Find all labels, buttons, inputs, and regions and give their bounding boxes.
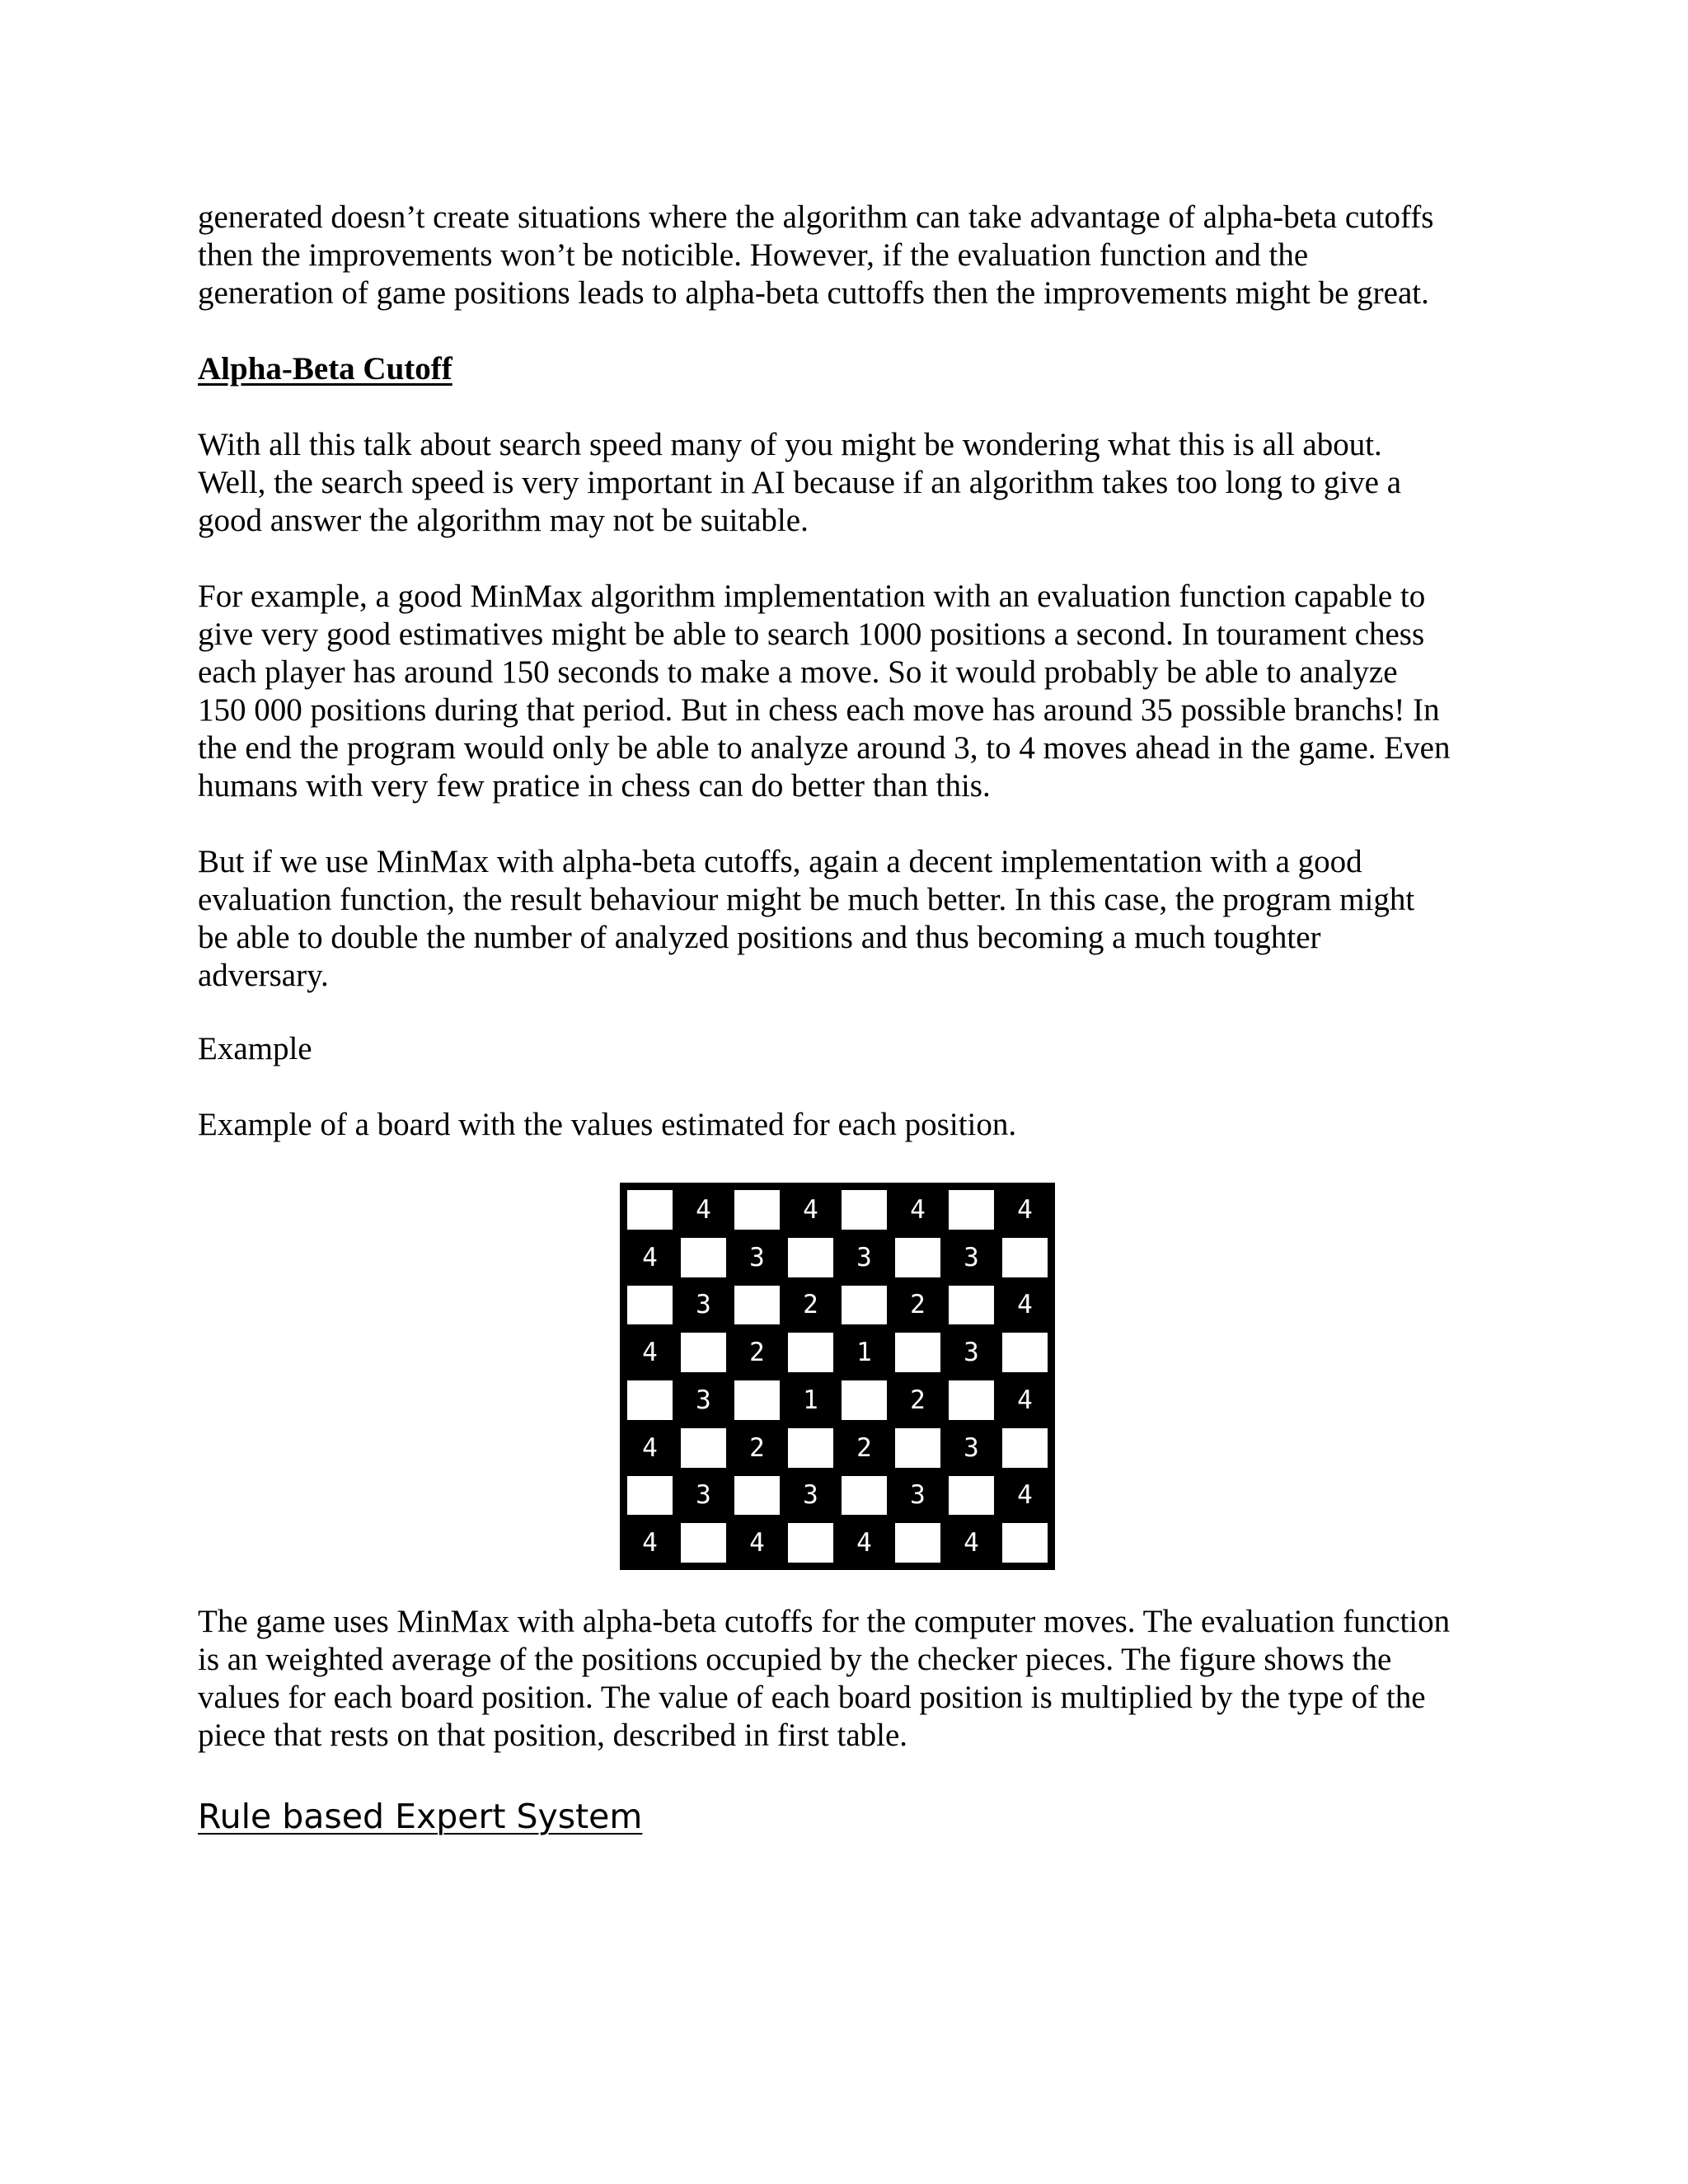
alpha-beta-text: But if we use MinMax with alpha-beta cutoffs, again a decent implementation with a good evaluation function, the result behaviour might be much better. In this case, the program might be able to double the number of analyzed positions and thus becoming a much toughter adversary. (198, 844, 1415, 993)
board-square-light (788, 1428, 833, 1468)
board-square-light (1002, 1523, 1048, 1563)
board-square-light (627, 1286, 673, 1325)
board-square-light (788, 1333, 833, 1372)
board-square-value: 4 (998, 1186, 1052, 1234)
board-square-value: 3 (945, 1424, 998, 1472)
board-square-value: 4 (891, 1186, 945, 1234)
board-square-value: 4 (998, 1472, 1052, 1520)
board-square-value: 4 (784, 1186, 837, 1234)
board-square-light (627, 1476, 673, 1516)
board-square-light (895, 1333, 940, 1372)
board-square-light (734, 1286, 780, 1325)
board-square-value: 4 (730, 1519, 784, 1567)
board-square-value: 3 (837, 1234, 891, 1282)
board-square-value: 3 (891, 1472, 945, 1520)
section-heading-text: Alpha-Beta Cutoff (198, 351, 452, 387)
board-square-value: 4 (677, 1186, 730, 1234)
board-figure (620, 1183, 1055, 1570)
board-square-light (842, 1380, 887, 1420)
board-square-light (627, 1380, 673, 1420)
board-square-value: 1 (784, 1376, 837, 1424)
board-square-light (1002, 1238, 1048, 1277)
board-square-value: 3 (677, 1376, 730, 1424)
board-square-light (627, 1190, 673, 1230)
board-square-value: 3 (945, 1329, 998, 1376)
board-square-light (681, 1238, 726, 1277)
game-description-text: The game uses MinMax with alpha-beta cutoffs for the computer moves. The evaluation function is an weighted average of the positions occupied by the checker pieces. The figure shows the values for each board position. The value of each board position is multiplied by the type of the piece that rests on that position, described in first table. (198, 1604, 1451, 1753)
board-square-value: 2 (891, 1282, 945, 1329)
board-square-light (681, 1333, 726, 1372)
board-caption-paragraph (198, 1106, 1500, 1144)
board-square-value: 4 (623, 1424, 677, 1472)
board-square-value: 3 (730, 1234, 784, 1282)
board-square-light (1002, 1333, 1048, 1372)
board-square-light (895, 1523, 940, 1563)
board-caption-text: Example of a board with the values estimated for each position. (198, 1107, 1017, 1142)
search-speed-paragraph (198, 426, 1500, 540)
board-square-value: 2 (730, 1329, 784, 1376)
alpha-beta-heading (198, 350, 1500, 388)
board-square-light (895, 1238, 940, 1277)
board-square-value: 4 (998, 1376, 1052, 1424)
board-square-light (681, 1523, 726, 1563)
board-square-light (949, 1190, 994, 1230)
board-square-value: 2 (784, 1282, 837, 1329)
board-square-light (949, 1476, 994, 1516)
board-square-light (734, 1380, 780, 1420)
chess-example-paragraph (198, 578, 1500, 805)
board-square-light (681, 1428, 726, 1468)
board-square-light (949, 1286, 994, 1325)
checker-board (623, 1186, 1052, 1567)
board-square-light (949, 1380, 994, 1420)
alpha-beta-paragraph (198, 843, 1500, 995)
board-square-value: 4 (623, 1519, 677, 1567)
intro-text: generated doesn’t create situations where the algorithm can take advantage of alpha-beta cutoffs then the improvements won’t be noticible. However, if the evaluation function and the generation of game positions leads to alpha-beta cuttoffs then the improvements might be great. (198, 199, 1434, 311)
board-square-light (842, 1286, 887, 1325)
board-square-value: 4 (623, 1329, 677, 1376)
board-square-value: 2 (730, 1424, 784, 1472)
board-square-value: 4 (623, 1234, 677, 1282)
board-square-light (842, 1476, 887, 1516)
example-label-text: Example (198, 1031, 312, 1066)
intro-paragraph (198, 199, 1500, 312)
board-square-value: 2 (837, 1424, 891, 1472)
board-square-light (788, 1238, 833, 1277)
chess-example-text: For example, a good MinMax algorithm implementation with an evaluation function capable to give very good estimatives might be able to search 1000 positions a second. In tourament chess each player has around 150 seconds to make a move. So it would probably be able to analyze 150 000 positions during that period. But in chess each move has around 35 possible branchs! In the end the program would only be able to analyze around 3, to 4 moves ahead in the game. Even humans with very few pratice in chess can do better than this. (198, 579, 1451, 804)
board-square-light (895, 1428, 940, 1468)
game-description-paragraph (198, 1603, 1500, 1755)
board-square-light (734, 1190, 780, 1230)
board-square-light (842, 1190, 887, 1230)
board-square-light (788, 1523, 833, 1563)
board-square-light (1002, 1428, 1048, 1468)
board-square-light (734, 1476, 780, 1516)
board-square-value: 3 (945, 1234, 998, 1282)
board-square-value: 1 (837, 1329, 891, 1376)
board-square-value: 4 (945, 1519, 998, 1567)
example-label-paragraph (198, 1030, 1500, 1068)
board-square-value: 4 (837, 1519, 891, 1567)
board-square-value: 2 (891, 1376, 945, 1424)
rule-based-heading: Rule based Expert System (198, 1797, 643, 1836)
board-square-value: 3 (677, 1282, 730, 1329)
board-square-value: 3 (677, 1472, 730, 1520)
board-square-value: 3 (784, 1472, 837, 1520)
board-square-value: 4 (998, 1282, 1052, 1329)
search-speed-text: With all this talk about search speed many of you might be wondering what this is all about. Well, the search speed is very important in AI because if an algorithm takes too long to give a good answer the algorithm may not be suitable. (198, 427, 1402, 538)
